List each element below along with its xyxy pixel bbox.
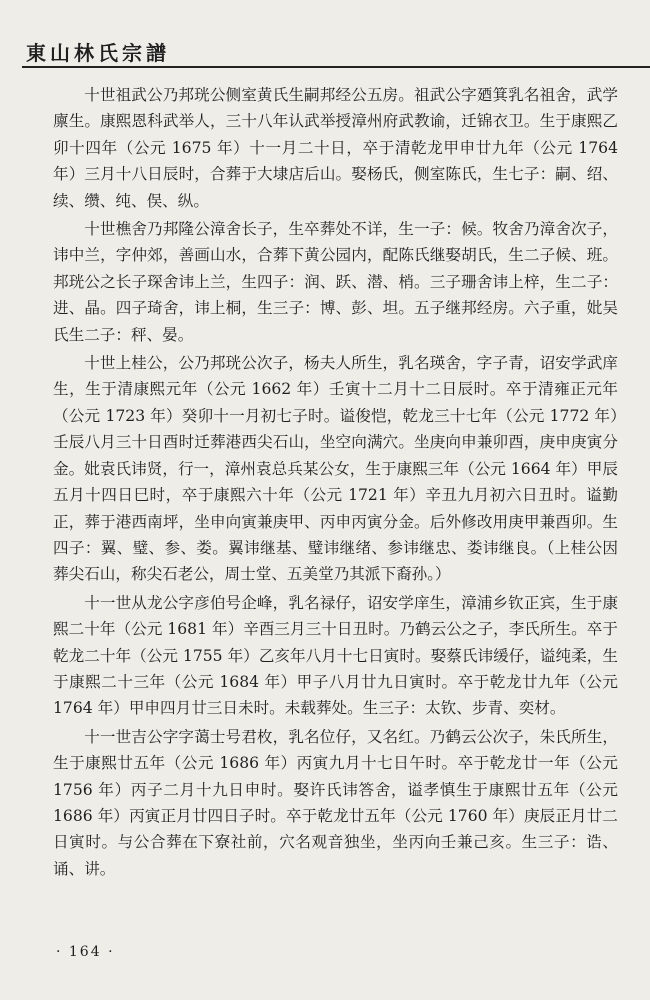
page-number: · 164 · <box>56 944 115 960</box>
header-rule <box>22 66 650 68</box>
paragraph: 十世上桂公，公乃邦珖公次子，杨夫人所生，乳名瑛舍，字子青，诏安学武庠生，生于清康熙元年（公元 1662 年）壬寅十二月十二日辰时。卒于清雍正元年（公元 1723 年）癸卯十一月初七子时。谥俊恺，乾龙三十七年（公元 1772 年）壬辰八月三十日酉时迁葬港西尖石山，坐空向满穴。坐庚向申兼卯酉，庚申庚寅分金。妣袁氏讳贤，行一，漳州袁总兵某公女，生于康熙三年（公元 1664 年）甲辰五月十四日巳时，卒于康熙六十年（公元 1721 年）辛丑九月初六日丑时。谥勤正，葬于港西南坪，坐申向寅兼庚甲、丙申丙寅分金。后外修改用庚甲兼酉卯。生四子：翼、璧、参、娄。翼讳继基、璧讳继绪、参讳继忠、娄讳继良。（上桂公因葬尖石山，称尖石老公，周士堂、五美堂乃其派下裔孙。） <box>53 354 618 584</box>
paragraph: 十一世从龙公字彦伯号企峰，乳名禄仔，诏安学庠生，漳浦乡钦正宾，生于康熙二十年（公元 1681 年）辛酉三月三十日丑时。乃鹤云公之子，李氏所生。卒于乾龙二十年（公元 1755 年）乙亥年八月十七日寅时。娶蔡氏讳缓仔，谥纯柔，生于康熙二十三年（公元 1684 年）甲子八月廿九日寅时。卒于乾龙廿九年（公元 1764 年）甲申四月廿三日未时。未载葬处。生三子：太钦、步青、奕材。 <box>53 593 618 718</box>
running-header-title: 東山林氏宗譜 <box>26 41 170 65</box>
paragraph: 十世樵舍乃邦隆公漳舍长子，生卒葬处不详，生一子：候。牧舍乃漳舍次子，讳中兰，字仲郊，善画山水，合葬下黄公园内，配陈氏继娶胡氏，生二子候、班。邦珖公之长子琛舍讳上兰，生四子：润、跃、潜、梢。三子珊舍讳上梓，生二子：进、晶。四子琦舍，讳上桐，生三子：博、彭、坦。五子继邦经房。六子重，妣吴氏生二子：秤、晏。 <box>53 220 618 344</box>
paragraph: 十世祖武公乃邦珖公侧室黄氏生嗣邦经公五房。祖武公字廼箕乳名祖舍，武学廪生。康熙恩科武举人，三十八年认武举授漳州府武教谕，迁锦衣卫。生于康熙乙卯十四年（公元 1675 年）十一月二十日，卒于清乾龙甲申廿九年（公元 1764 年）三月十八日辰时，合葬于大埭店后山。娶杨氏，侧室陈氏，生七子：嗣、绍、续、缵、纯、俣、纵。 <box>53 86 618 210</box>
body-text <box>53 82 618 884</box>
paragraph: 十一世吉公字字蔼士号君枚，乳名位仔，又名红。乃鹤云公次子，朱氏所生，生于康熙廿五年（公元 1686 年）丙寅九月十七日午时。卒于乾龙廿一年（公元 1756 年）丙子二月十九日申时。娶许氏讳答舍，谥孝慎生于康熙廿五年（公元 1686 年）丙寅正月廿四日子时。卒于乾龙廿五年（公元 1760 年）庚辰正月廿二日寅时。与公合葬在下寮社前，穴名观音独坐，坐丙向壬兼己亥。生三子：诰、诵、讲。 <box>53 727 618 878</box>
